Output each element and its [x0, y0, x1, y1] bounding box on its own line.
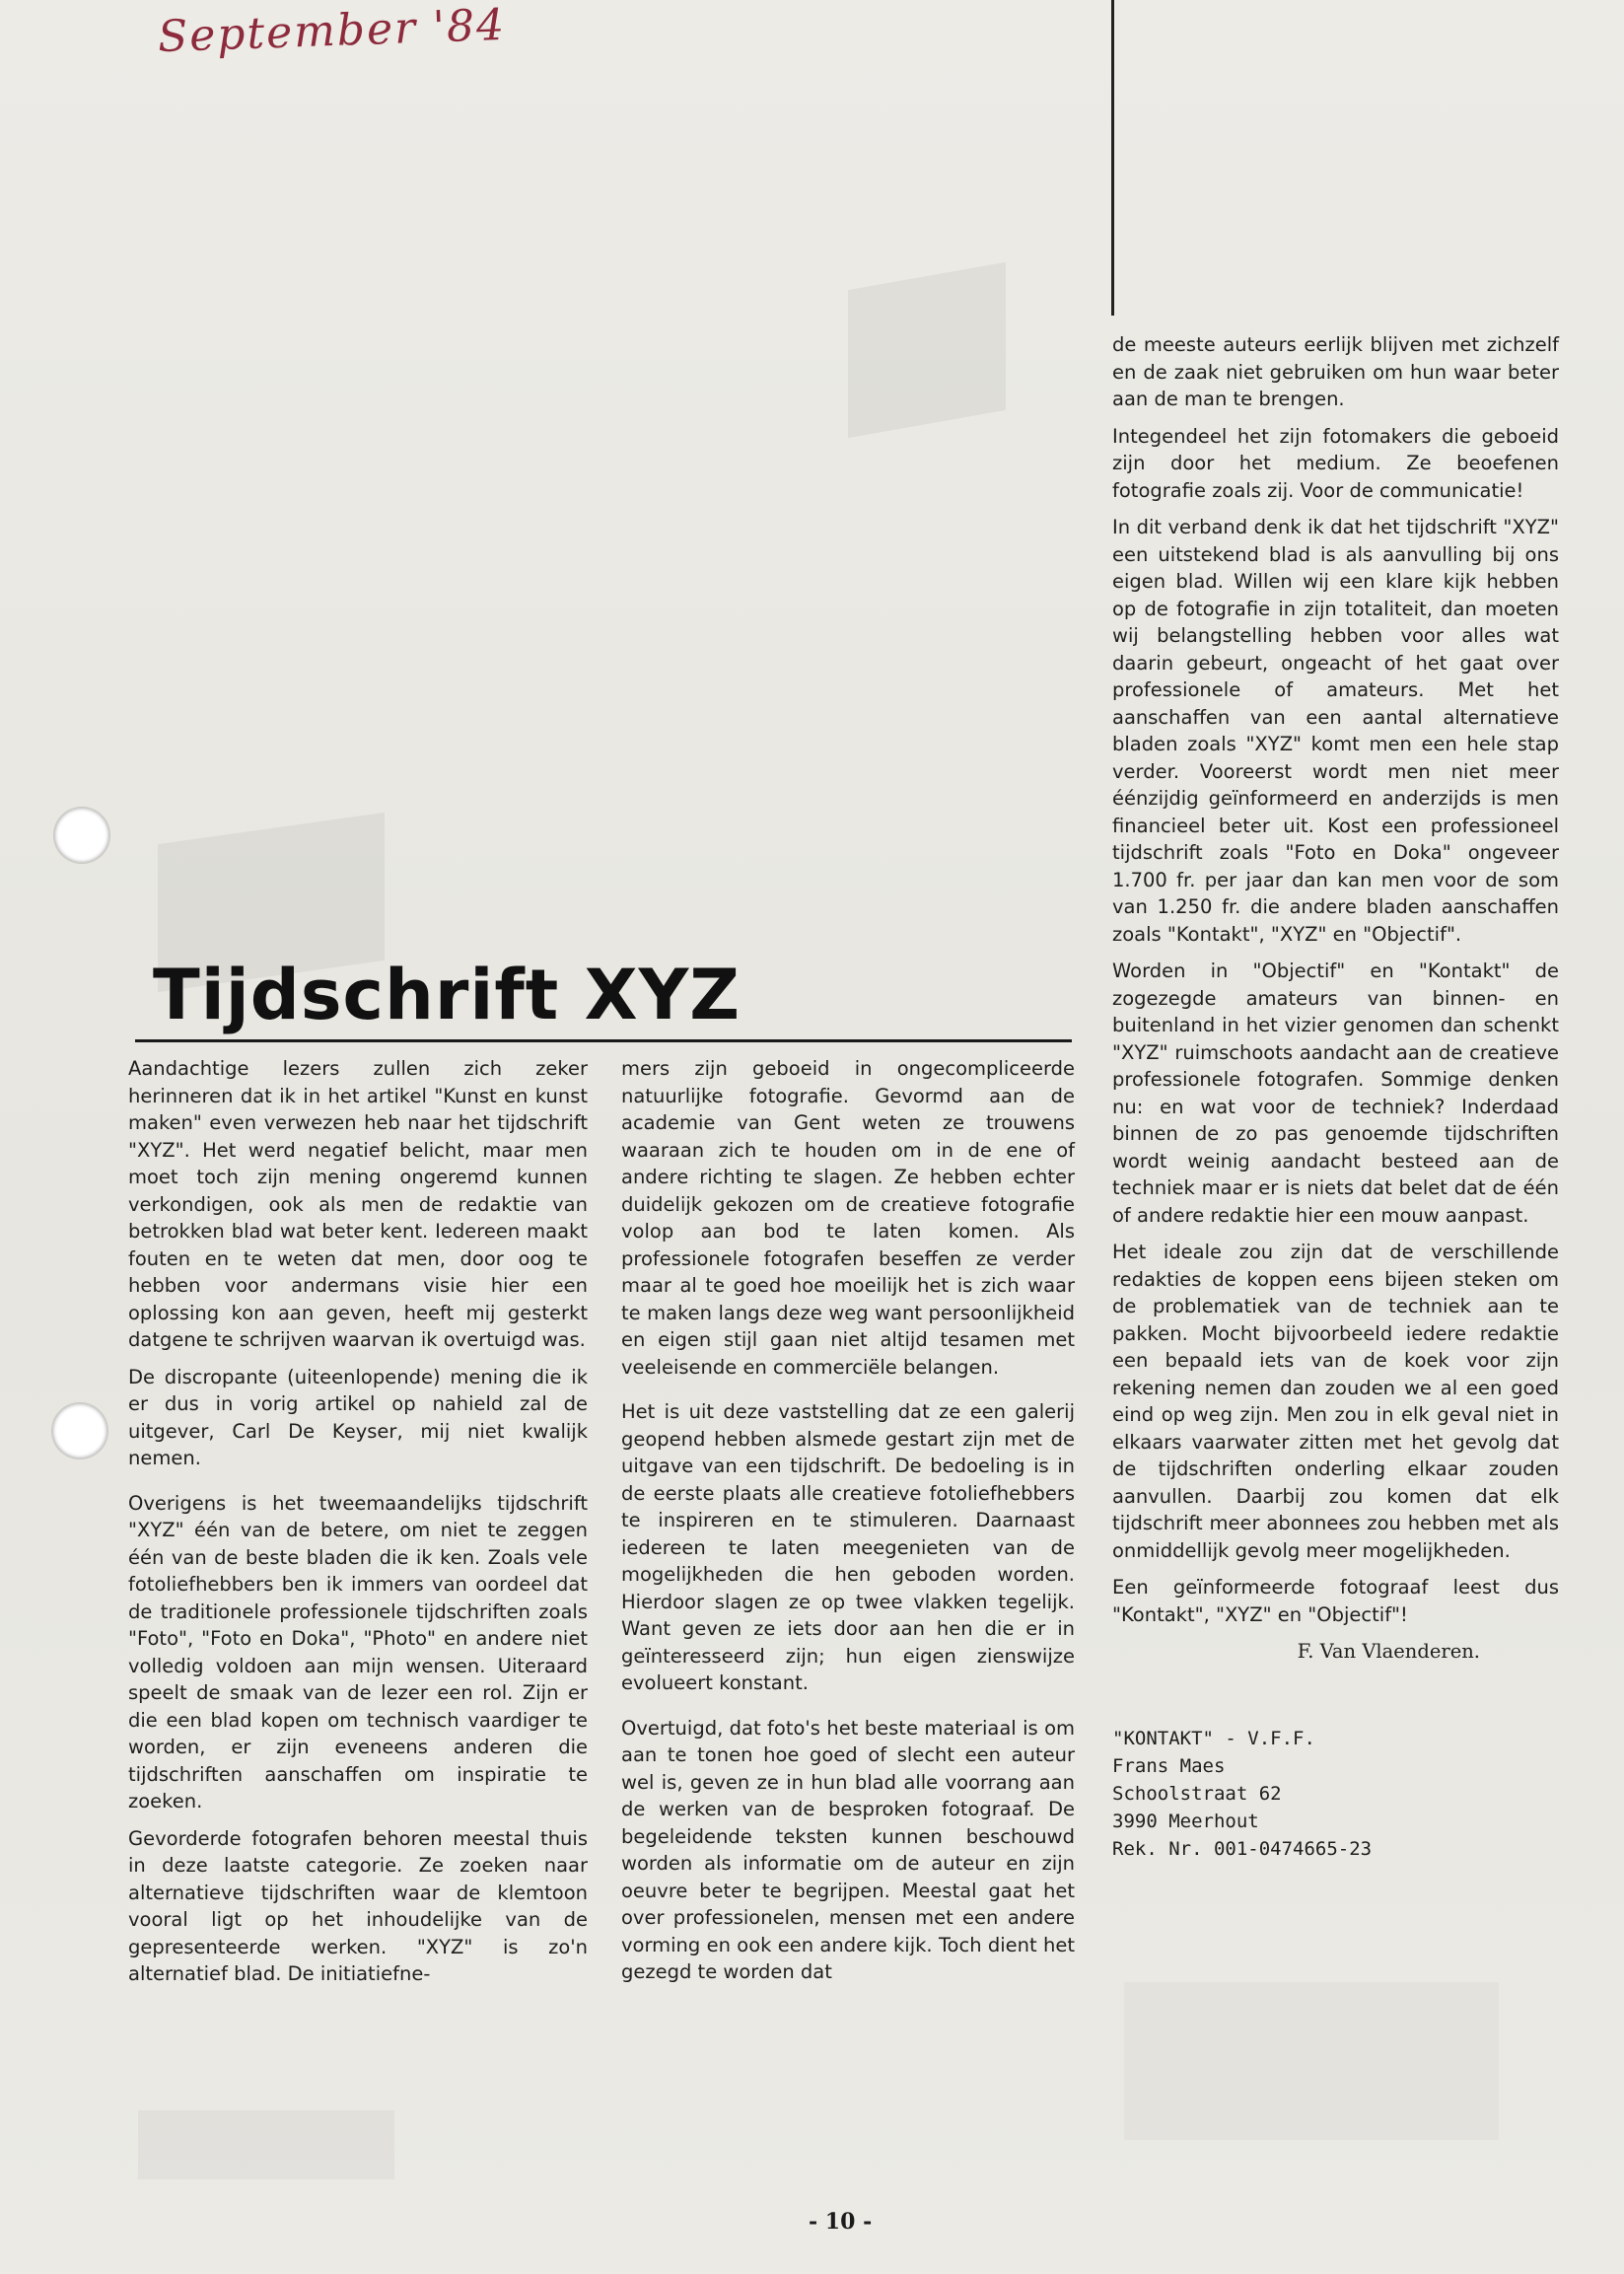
paragraph: de meeste auteurs eerlijk blijven met zichzelf en de zaak niet gebruiken om hun waar beter aan de man te brengen.: [1112, 333, 1559, 410]
address-line: 3990 Meerhout: [1112, 1810, 1259, 1832]
article-column-middle: [621, 1055, 1075, 1996]
paragraph: mers zijn geboeid in ongecompliceerde natuurlijke fotografie. Gevormd aan de academie van Gent weten ze trouwens waaraan zich te houden om in de ene of andere richting te slagen. Ze hebben echter duidelijk gekozen om de creatieve fotografie volop aan bod te laten komen. Als professionele fotografen beseffen ze verder maar al te goed hoe moeilijk het is zich waar te maken langs deze weg want persoonlijkheid en eigen stijl gaan niet altijd tesamen met veeleisende en commerciële belangen.: [621, 1057, 1075, 1379]
address-line: Rek. Nr. 001-0474665-23: [1112, 1837, 1373, 1860]
article-column-right: [1112, 331, 1559, 1863]
paragraph: Gevorderde fotografen behoren meestal thuis in deze laatste categorie. Ze zoeken naar alternatieve tijdschriften waar de klemtoon vooral ligt op het inhoudelijke van de gepresenteerde werken. "XYZ" is zo'n alternatief blad. De initiatiefne-: [128, 1826, 588, 1985]
paragraph: Worden in "Objectif" en "Kontakt" de zogezegde amateurs van binnen- en buitenland in het vizier genomen dan schenkt "XYZ" ruimschoots aandacht aan de creatieve professionele fotografen. Sommige denken nu: en wat voor de techniek? Inderdaad binnen de zo pas genoemde tijdschriften wordt weinig aandacht besteed aan de techniek maar er is niets dat belet dat de één of andere redaktie hier een mouw aanpast.: [1112, 959, 1559, 1227]
punch-hole: [51, 1402, 108, 1459]
contact-address: [1112, 1725, 1559, 1863]
article-column-left: [128, 1055, 588, 1998]
article-title: Tijdschrift XYZ: [153, 955, 741, 1035]
paragraph: Overigens is het tweemaandelijks tijdschrift "XYZ" één van de betere, om niet te zeggen één van de beste bladen die ik ken. Zoals vele fotoliefhebbers ben ik immers van oordeel dat de traditionele professionele tijdschriften zoals "Foto", "Foto en Doka", "Photo" en andere niet volledig voldoen aan mijn wensen. Uiteraard speelt de smaak van de lezer een rol. Zijn er die een blad kopen om technisch vaardiger te worden, er zijn eveneens anderen die tijdschriften aanschaffen om inspiratie te zoeken.: [128, 1491, 588, 1812]
bleed-through-shape: [848, 262, 1006, 438]
title-rule: [135, 1039, 1072, 1042]
paragraph: Aandachtige lezers zullen zich zeker herinneren dat ik in het artikel "Kunst en kunst maken" even verwezen heb naar het tijdschrift "XYZ". Het werd negatief belicht, maar men moet toch zijn mening ongeremd kunnen verkondigen, ook als men de redaktie van betrokken blad wat beter kent. Iedereen maakt fouten en te weten dat men, door oog te hebben voor andermans visie hier een oplossing kon aan geven, heeft mij gesterkt datgene te schrijven waarvan ik overtuigd was.: [128, 1057, 588, 1351]
address-line: "KONTAKT" - V.F.F.: [1112, 1727, 1315, 1749]
paragraph: Het is uit deze vaststelling dat ze een galerij geopend hebben alsmede gestart zijn met de uitgave van een tijdschrift. De bedoeling is in de eerste plaats alle creatieve fotoliefhebbers te inspireren en te stimuleren. Daarnaast iedereen te laten meegenieten van de mogelijkheden die hen geboden worden. Hierdoor slagen ze op twee vlakken tegelijk. Want geven ze iets door aan hen die er in geïnteresseerd zijn; hun eigen zienswijze evolueert konstant.: [621, 1400, 1075, 1694]
bleed-through-shape: [138, 2110, 394, 2179]
paragraph: Integendeel het zijn fotomakers die geboeid zijn door het medium. Ze beoefenen fotografie zoals zij. Voor de communicatie!: [1112, 424, 1559, 502]
punch-hole: [53, 807, 110, 864]
address-line: Schoolstraat 62: [1112, 1782, 1282, 1805]
fold-line: [1111, 0, 1114, 316]
paragraph: Het ideale zou zijn dat de verschillende redakties de koppen eens bijeen steken om de problematiek van de techniek aan te pakken. Mocht bijvoorbeeld iedere redaktie een bepaald iets van de koek voor zijn rekening nemen dan zouden we al een goed eind op weg zijn. Men zou in elk geval niet in elkaars vaarwater zitten met het gevolg dat de tijdschriften onderling elkaar zouden aanvullen. Daarbij zou komen dat elk tijdschrift meer abonnees zou hebben met als onmiddellijk gevolg meer mogelijkheden.: [1112, 1241, 1559, 1562]
author-signature: F. Van Vlaenderen.: [1297, 1640, 1480, 1663]
paragraph: De discropante (uiteenlopende) mening die ik er dus in vorig artikel op nahield zal de uitgever, Carl De Keyser, mij niet kwalijk nemen.: [128, 1365, 588, 1469]
handwritten-date: September '84: [157, 0, 507, 63]
address-line: Frans Maes: [1112, 1754, 1226, 1777]
paragraph: Overtuigd, dat foto's het beste materiaal is om aan te tonen hoe goed of slecht een auteur wel is, geven ze in hun blad alle voorrang aan de werken van de besproken fotograaf. De begeleidende teksten kunnen beschouwd worden als informatie om de auteur en zijn oeuvre beter te begrijpen. Meestal gaat het over professionelen, mensen met een andere vorming en ook een andere kijk. Toch dient het gezegd te worden dat: [621, 1716, 1075, 1983]
page-number: - 10 -: [809, 2209, 873, 2235]
paragraph: Een geïnformeerde fotograaf leest dus "Kontakt", "XYZ" en "Objectif"!: [1112, 1576, 1559, 1626]
bleed-through-shape: [1124, 1982, 1499, 2140]
paragraph: In dit verband denk ik dat het tijdschrift "XYZ" een uitstekend blad is als aanvulling bij ons eigen blad. Willen wij een klare kijk hebben op de fotografie in zijn totaliteit, dan moeten wij belangstelling hebben voor alles wat daarin gebeurt, ongeacht of het gaat over professionele of amateurs. Met het aanschaffen van een aantal alternatieve bladen zoals "XYZ" komt men een hele stap verder. Vooreerst wordt men niet meer éénzijdig geïnformeerd en anderzijds is men financieel beter uit. Kost een professioneel tijdschrift zoals "Foto en Doka" ongeveer 1.700 fr. per jaar dan kan men voor de som van 1.250 fr. die andere bladen aanschaffen zoals "Kontakt", "XYZ" en "Objectif".: [1112, 516, 1559, 946]
